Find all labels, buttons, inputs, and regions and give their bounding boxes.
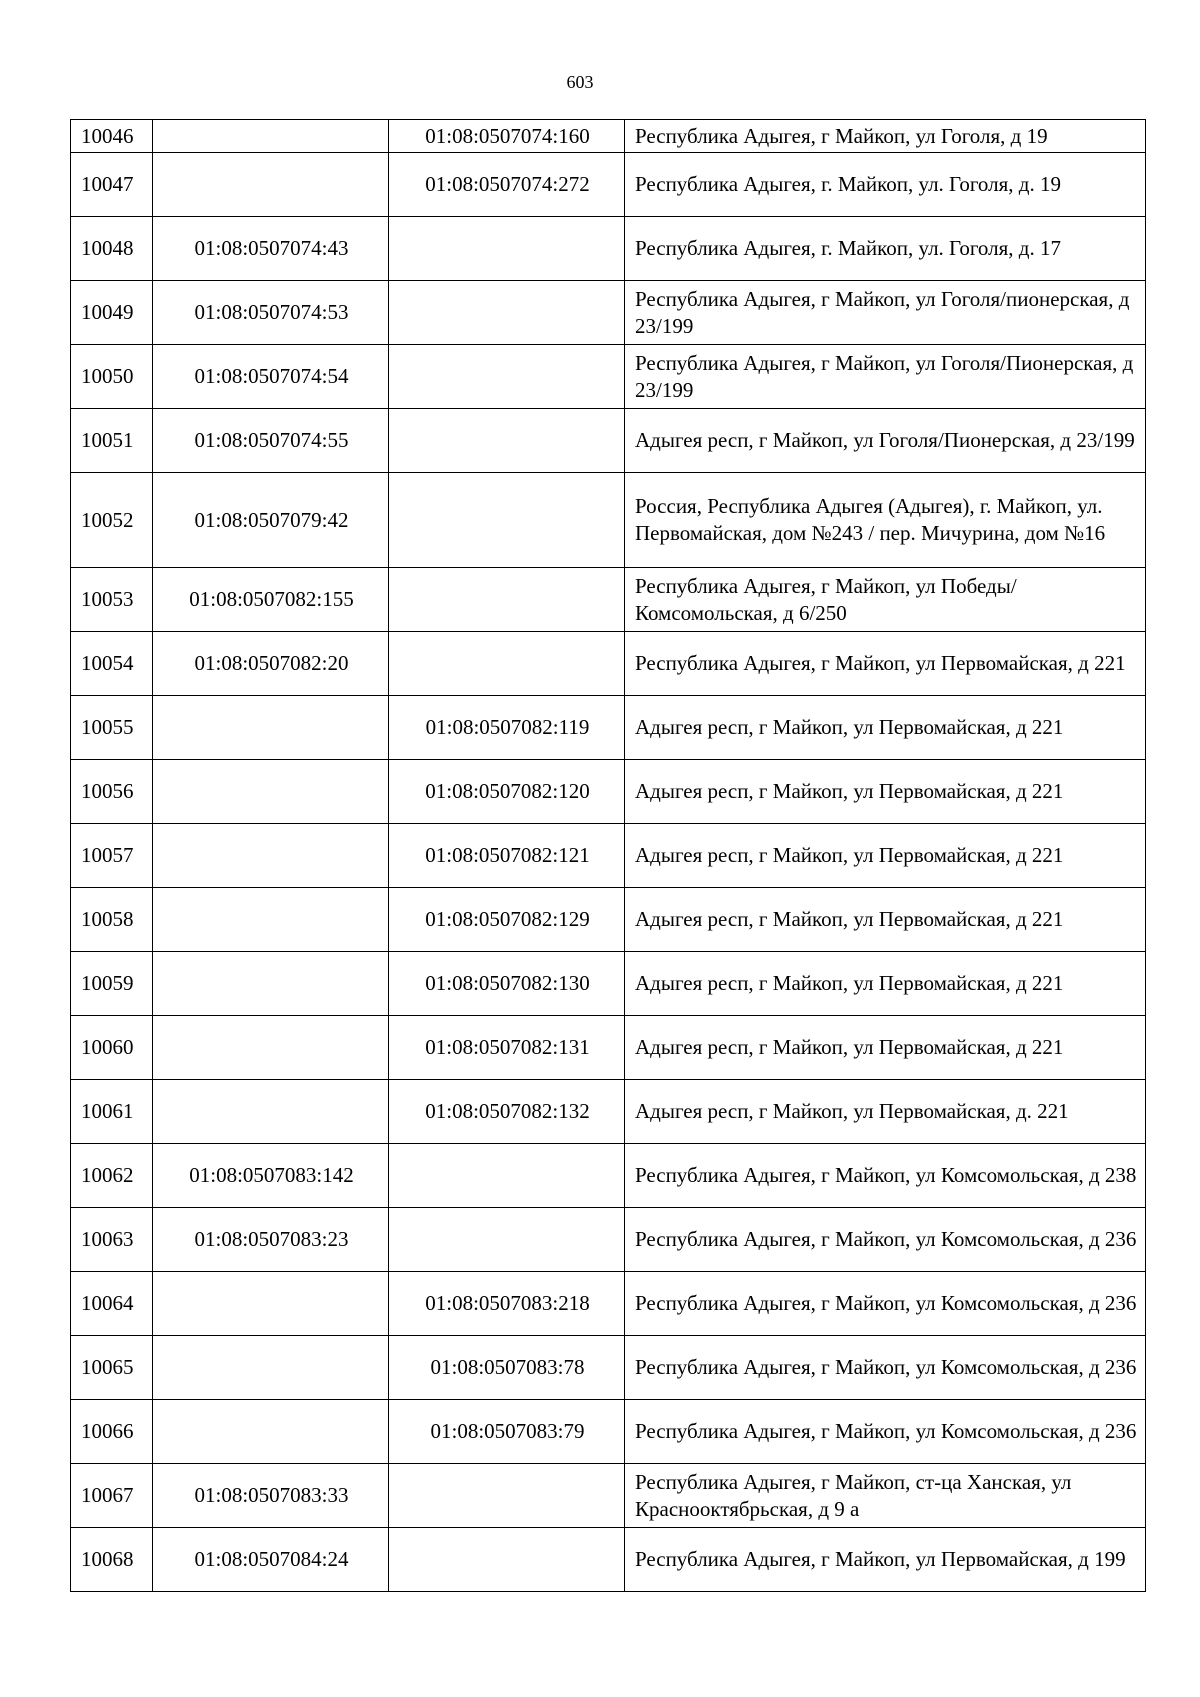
land-cadastral-number-cell	[153, 120, 389, 153]
address-cell: Республика Адыгея, г Майкоп, ул Комсомольская, д 238	[625, 1144, 1146, 1208]
table-row	[71, 217, 1146, 281]
building-cadastral-number-cell	[389, 345, 625, 409]
table-row	[71, 1272, 1146, 1336]
table-row	[71, 1400, 1146, 1464]
address-cell: Россия, Республика Адыгея (Адыгея), г. Майкоп, ул. Первомайская, дом №243 / пер. Мичурина, дом №16	[625, 473, 1146, 568]
row-number-cell: 10046	[71, 120, 153, 153]
address-cell: Республика Адыгея, г Майкоп, ул Комсомольская, д 236	[625, 1208, 1146, 1272]
land-cadastral-number-cell: 01:08:0507074:55	[153, 409, 389, 473]
address-cell: Адыгея респ, г Майкоп, ул Первомайская, д. 221	[625, 1080, 1146, 1144]
table-row	[71, 1016, 1146, 1080]
building-cadastral-number-cell	[389, 1208, 625, 1272]
land-cadastral-number-cell: 01:08:0507084:24	[153, 1528, 389, 1592]
table-row	[71, 153, 1146, 217]
building-cadastral-number-cell: 01:08:0507082:121	[389, 824, 625, 888]
address-cell: Республика Адыгея, г Майкоп, ул Гоголя, д 19	[625, 120, 1146, 153]
row-number-cell: 10062	[71, 1144, 153, 1208]
building-cadastral-number-cell	[389, 281, 625, 345]
row-number-cell: 10058	[71, 888, 153, 952]
address-cell: Республика Адыгея, г Майкоп, ул Гоголя/пионерская, д 23/199	[625, 281, 1146, 345]
address-cell: Адыгея респ, г Майкоп, ул Первомайская, д 221	[625, 1016, 1146, 1080]
address-cell: Республика Адыгея, г. Майкоп, ул. Гоголя, д. 19	[625, 153, 1146, 217]
address-cell: Республика Адыгея, г Майкоп, ул Первомайская, д 199	[625, 1528, 1146, 1592]
table-row	[71, 345, 1146, 409]
table-row	[71, 1080, 1146, 1144]
building-cadastral-number-cell: 01:08:0507083:79	[389, 1400, 625, 1464]
land-cadastral-number-cell	[153, 1336, 389, 1400]
building-cadastral-number-cell: 01:08:0507083:78	[389, 1336, 625, 1400]
table-row	[71, 1208, 1146, 1272]
table-row	[71, 281, 1146, 345]
land-cadastral-number-cell: 01:08:0507079:42	[153, 473, 389, 568]
land-cadastral-number-cell: 01:08:0507074:43	[153, 217, 389, 281]
land-cadastral-number-cell: 01:08:0507082:155	[153, 568, 389, 632]
address-cell: Адыгея респ, г Майкоп, ул Первомайская, д 221	[625, 824, 1146, 888]
building-cadastral-number-cell: 01:08:0507082:131	[389, 1016, 625, 1080]
table-row	[71, 824, 1146, 888]
address-cell: Адыгея респ, г Майкоп, ул Гоголя/Пионерская, д 23/199	[625, 409, 1146, 473]
row-number-cell: 10060	[71, 1016, 153, 1080]
table-row	[71, 632, 1146, 696]
address-cell: Адыгея респ, г Майкоп, ул Первомайская, д 221	[625, 888, 1146, 952]
table-row	[71, 952, 1146, 1016]
building-cadastral-number-cell	[389, 632, 625, 696]
registry-table-body	[71, 120, 1146, 1592]
land-cadastral-number-cell	[153, 760, 389, 824]
address-cell: Республика Адыгея, г Майкоп, ул Победы/Комсомольская, д 6/250	[625, 568, 1146, 632]
row-number-cell: 10067	[71, 1464, 153, 1528]
row-number-cell: 10065	[71, 1336, 153, 1400]
row-number-cell: 10051	[71, 409, 153, 473]
row-number-cell: 10048	[71, 217, 153, 281]
row-number-cell: 10066	[71, 1400, 153, 1464]
building-cadastral-number-cell: 01:08:0507082:129	[389, 888, 625, 952]
table-row	[71, 568, 1146, 632]
land-cadastral-number-cell	[153, 1272, 389, 1336]
table-row	[71, 120, 1146, 153]
row-number-cell: 10052	[71, 473, 153, 568]
building-cadastral-number-cell: 01:08:0507082:119	[389, 696, 625, 760]
address-cell: Адыгея респ, г Майкоп, ул Первомайская, д 221	[625, 952, 1146, 1016]
row-number-cell: 10053	[71, 568, 153, 632]
table-row	[71, 1528, 1146, 1592]
building-cadastral-number-cell: 01:08:0507082:130	[389, 952, 625, 1016]
land-cadastral-number-cell	[153, 952, 389, 1016]
address-cell: Республика Адыгея, г Майкоп, ул Гоголя/Пионерская, д 23/199	[625, 345, 1146, 409]
building-cadastral-number-cell: 01:08:0507074:272	[389, 153, 625, 217]
table-row	[71, 696, 1146, 760]
land-cadastral-number-cell	[153, 1400, 389, 1464]
land-cadastral-number-cell: 01:08:0507074:53	[153, 281, 389, 345]
land-cadastral-number-cell	[153, 1080, 389, 1144]
row-number-cell: 10059	[71, 952, 153, 1016]
table-row	[71, 1144, 1146, 1208]
address-cell: Республика Адыгея, г Майкоп, ул Первомайская, д 221	[625, 632, 1146, 696]
land-cadastral-number-cell	[153, 888, 389, 952]
table-row	[71, 1464, 1146, 1528]
building-cadastral-number-cell: 01:08:0507082:132	[389, 1080, 625, 1144]
table-row	[71, 409, 1146, 473]
address-cell: Республика Адыгея, г Майкоп, ул Комсомольская, д 236	[625, 1400, 1146, 1464]
row-number-cell: 10056	[71, 760, 153, 824]
address-cell: Адыгея респ, г Майкоп, ул Первомайская, д 221	[625, 760, 1146, 824]
row-number-cell: 10054	[71, 632, 153, 696]
land-cadastral-number-cell: 01:08:0507083:33	[153, 1464, 389, 1528]
row-number-cell: 10064	[71, 1272, 153, 1336]
building-cadastral-number-cell: 01:08:0507074:160	[389, 120, 625, 153]
address-cell: Адыгея респ, г Майкоп, ул Первомайская, д 221	[625, 696, 1146, 760]
row-number-cell: 10049	[71, 281, 153, 345]
row-number-cell: 10063	[71, 1208, 153, 1272]
land-cadastral-number-cell	[153, 696, 389, 760]
address-cell: Республика Адыгея, г. Майкоп, ул. Гоголя, д. 17	[625, 217, 1146, 281]
table-row	[71, 760, 1146, 824]
land-cadastral-number-cell	[153, 824, 389, 888]
page-number: 603	[566, 72, 594, 92]
row-number-cell: 10061	[71, 1080, 153, 1144]
building-cadastral-number-cell	[389, 1464, 625, 1528]
table-row	[71, 473, 1146, 568]
building-cadastral-number-cell	[389, 1144, 625, 1208]
building-cadastral-number-cell: 01:08:0507083:218	[389, 1272, 625, 1336]
row-number-cell: 10057	[71, 824, 153, 888]
row-number-cell: 10055	[71, 696, 153, 760]
address-cell: Республика Адыгея, г Майкоп, ст-ца Ханская, ул Краснооктябрьская, д 9 а	[625, 1464, 1146, 1528]
land-cadastral-number-cell: 01:08:0507083:23	[153, 1208, 389, 1272]
land-cadastral-number-cell	[153, 153, 389, 217]
address-cell: Республика Адыгея, г Майкоп, ул Комсомольская, д 236	[625, 1336, 1146, 1400]
building-cadastral-number-cell	[389, 1528, 625, 1592]
land-cadastral-number-cell	[153, 1016, 389, 1080]
land-cadastral-number-cell: 01:08:0507074:54	[153, 345, 389, 409]
building-cadastral-number-cell	[389, 473, 625, 568]
land-cadastral-number-cell: 01:08:0507083:142	[153, 1144, 389, 1208]
registry-table	[70, 119, 1146, 1592]
row-number-cell: 10050	[71, 345, 153, 409]
building-cadastral-number-cell	[389, 217, 625, 281]
building-cadastral-number-cell: 01:08:0507082:120	[389, 760, 625, 824]
row-number-cell: 10047	[71, 153, 153, 217]
land-cadastral-number-cell: 01:08:0507082:20	[153, 632, 389, 696]
address-cell: Республика Адыгея, г Майкоп, ул Комсомольская, д 236	[625, 1272, 1146, 1336]
row-number-cell: 10068	[71, 1528, 153, 1592]
table-row	[71, 1336, 1146, 1400]
building-cadastral-number-cell	[389, 568, 625, 632]
building-cadastral-number-cell	[389, 409, 625, 473]
table-row	[71, 888, 1146, 952]
